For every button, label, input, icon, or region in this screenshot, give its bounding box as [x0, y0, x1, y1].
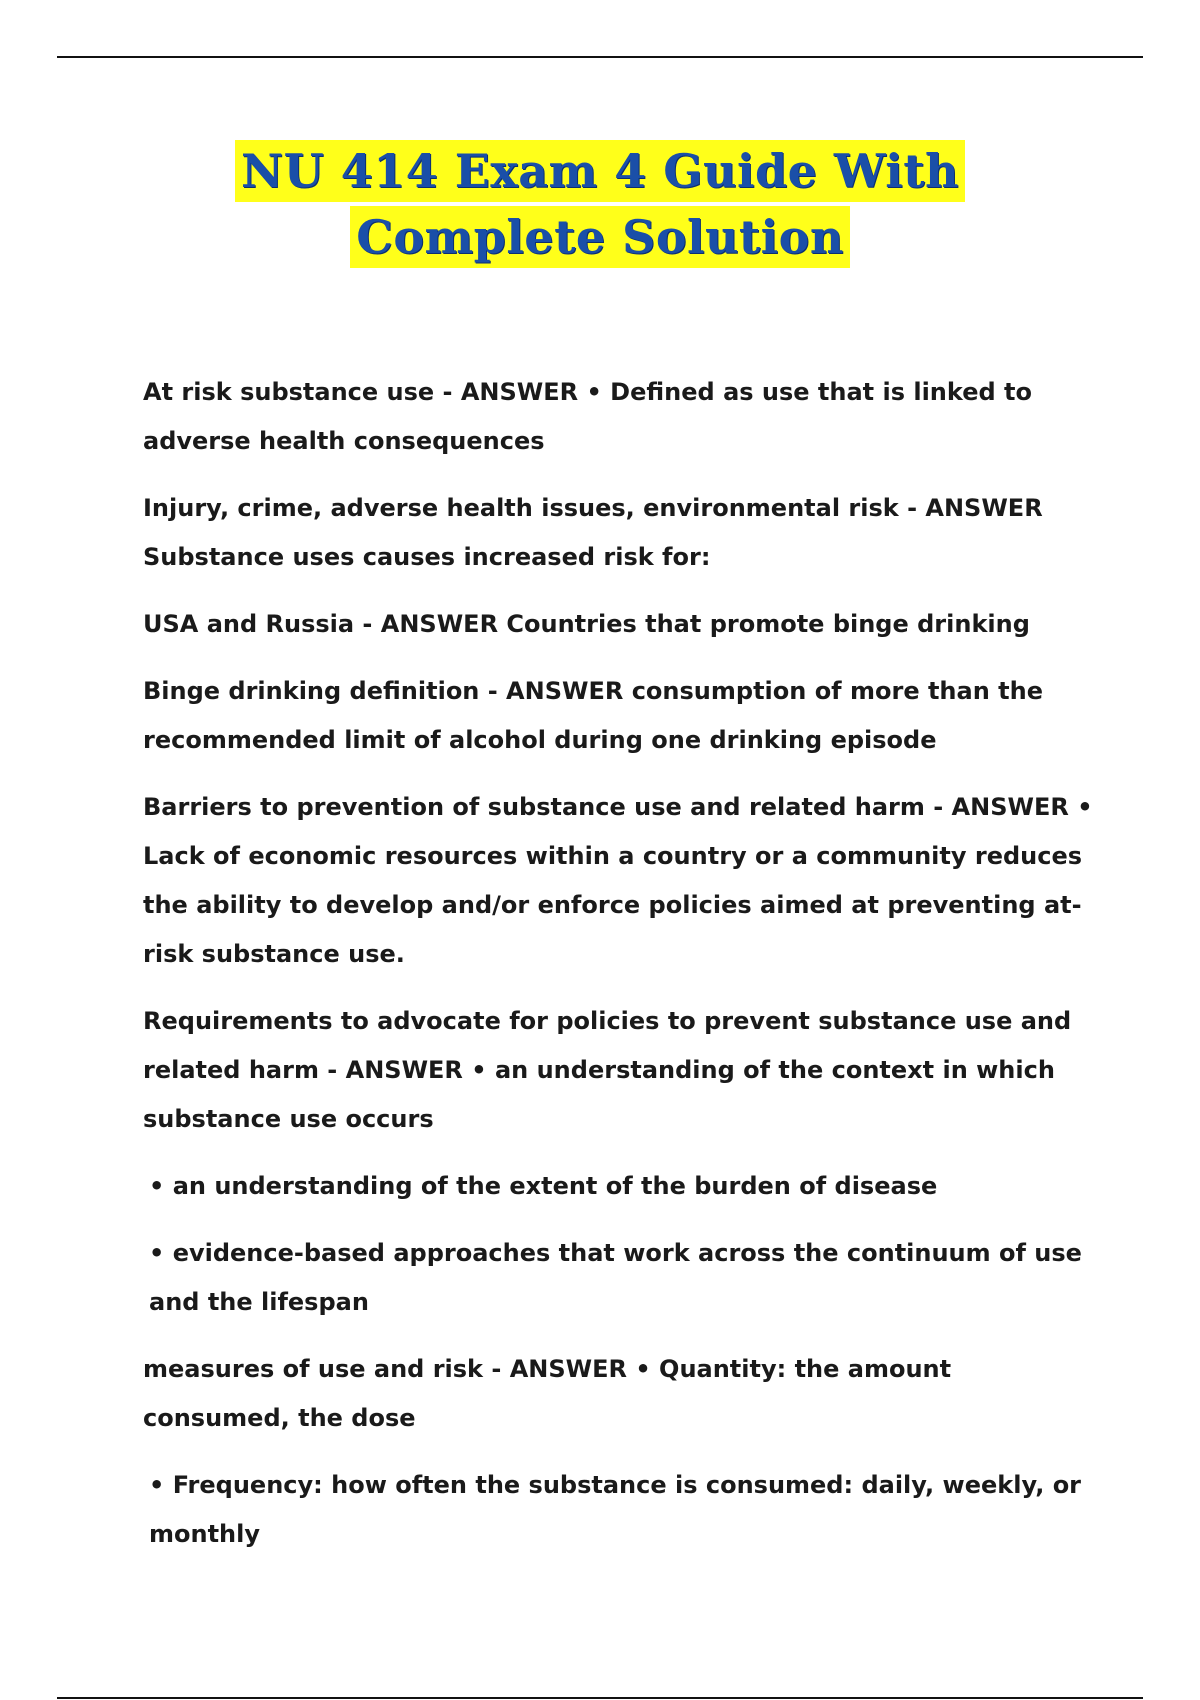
- qa-paragraph: Injury, crime, adverse health issues, environmental risk - ANSWER Substance uses causes increased risk for:: [143, 494, 1043, 571]
- header-rule: [57, 56, 1143, 58]
- qa-paragraph: Barriers to prevention of substance use and related harm - ANSWER • Lack of economic resources within a country or a community reduces the ability to develop and/or enforce policies aimed at preventing at-risk substance use.: [143, 793, 1093, 968]
- bullet-paragraph: • evidence-based approaches that work across the continuum of use and the lifespan: [149, 1239, 1082, 1316]
- qa-paragraph: measures of use and risk - ANSWER • Quantity: the amount consumed, the dose: [143, 1355, 952, 1432]
- footer-rule: [57, 1697, 1143, 1699]
- qa-paragraph: Binge drinking definition - ANSWER consumption of more than the recommended limit of alcohol during one drinking episode: [143, 677, 1043, 754]
- qa-paragraph: USA and Russia - ANSWER Countries that promote binge drinking: [143, 610, 1030, 638]
- bullet-paragraph: • Frequency: how often the substance is consumed: daily, weekly, or monthly: [149, 1471, 1082, 1548]
- bullet-paragraph: • an understanding of the extent of the burden of disease: [149, 1172, 938, 1200]
- document-body: [143, 368, 1103, 1577]
- document-title: [0, 140, 1200, 268]
- qa-paragraph: Requirements to advocate for policies to prevent substance use and related harm - ANSWER • an understanding of the context in which substance use occurs: [143, 1007, 1072, 1133]
- title-line-1: NU 414 Exam 4 Guide With: [235, 140, 965, 202]
- qa-paragraph: At risk substance use - ANSWER • Defined as use that is linked to adverse health consequences: [143, 378, 1032, 455]
- title-line-2: Complete Solution: [350, 206, 850, 268]
